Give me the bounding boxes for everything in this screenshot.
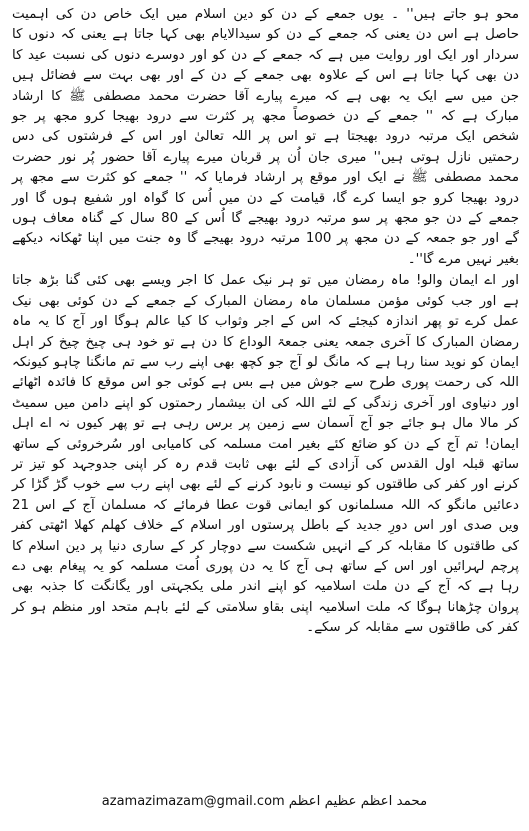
article-paragraph-1: محو ہو جاتے ہیں'' ۔ یوں جمعے کے دن کو دین اسلام میں ایک خاص دن کی اہمیت حاصل ہے اس دن یعنی کہ جمعے کے دن کو سیدالایام بھی کہا جاتا ہے یعنی کہ دنوں کا سردار اور ایک اور روایت میں ہے کہ جمعے کے دن کو اور دوسرے دنوں کی نسبت عید کا دن بھی کہا جاتا ہے اس کے علاوہ بھی جمعے کے دن کے اور بھی بہت سے فضائل ہیں جن میں سے ایک یہ بھی ہے کہ میرے پیارے آقا حضرت محمد مصطفی ﷺ کا ارشاد مبارک ہے کہ '' جمعے کے دن خصوصاً مجھ پر کثرت سے درود بھیجا کرو مجھ پر جو شخص ایک مرتبہ درود بھیجتا ہے تو اس پر اللہ تعالیٰ اور اس کے فرشتوں کی دس رحمتیں نازل ہوتی ہیں'' میری جان اُن پر قربان میرے پیارے آقا حضور پُر نور حضرت محمد مصطفی ﷺ نے ایک اور موقع پر ارشاد فرمایا کہ '' جمعے کو کثرت سے مجھ پر درود بھیجا کرو جو ایسا کرے گا، قیامت کے دن میں اُس کا گواہ اور شفیع ہوں گا اور جمعے کے دن جو مجھ پر سو مرتبہ درود بھیجے گا اُس کے 80 سال کے گناہ معاف ہوں گے اور جو جمعہ کے دن مجھ پر 100 مرتبہ درود بھیجے گا وہ جنت میں اپنا ٹھکانہ دیکھے بغیر نہیں مرے گا''۔ [12,7,519,267]
article-paragraph-2: اور اے ایمان والو! ماہ رمضان میں تو ہر نیک عمل کا اجر ویسے بھی کئی گنا بڑھ جاتا ہے اور جب کوئی مؤمن مسلمان ماہ رمضان المبارک کے جمعے کے دن کوئی بھی نیک عمل کرے تو پھر اندازہ کیجئے کہ اس کے اجر وثواب کا کیا عالم ہوگا اور آج کا یہ ماہ رمضان المبارک کا آخری جمعہ یعنی جمعۃ الوداع کا دن ہے تو خود ہی چیخ چیخ کر اہل ایمان کو نوید سنا رہا ہے کہ مانگ لو آج جو کچھ بھی اپنے رب سے تم مانگنا چاہو کیونکہ اللہ کی رحمت پوری طرح سے جوش میں ہے بس ہے کوئی جو اس موقع کا فائدہ اٹھائے اور دنیاوی اور آخری زندگی کے لئے اللہ کی ان بیشمار رحمتوں کو اپنے دامن میں سمیٹ کر مالا مال ہو جائے جو آج آسمان سے زمین پر برس رہی ہے تو پھر کیوں نہ اے اہل ایمان! تم آج کے دن کو ضائع کئے بغیر امت مسلمہ کی کامیابی اور سُرخروئی کے ساتھ ساتھ قبلہ اول القدس کی آزادی کے لئے بھی ثابت قدم رہ کر اپنی جدوجہد کو تیز تر کرنے اور کفر کی طاقتوں کو نیست و نابود کرنے کے لئے بھی اپنے رب سے خوب گڑ گڑا کر دعائیں مانگو کہ اللہ مسلمانوں کو ایمانی قوت عطا فرمائے کہ مسلمان آج کے اس 21 ویں صدی اور اس دورِ جدید کے باطل پرستوں اور اسلام کے خلاف کھلم کھلا اٹھتی کفر کی طاقتوں کا مقابلہ کر کے انہیں شکست سے دوچار کر کے ساری دنیا پر دین اسلام کا پرچم لہرائیں اور اس کے ساتھ ہی آج کا یہ دن پوری اُمت مسلمہ کو یہ پیغام بھی دے رہا ہے کہ آج کے دن ملت اسلامیہ کو اپنے اندر ملی یکجہتی اور یگانگت کا جذبہ بھی پروان چڑھانا ہوگا کہ ملت اسلامیہ اپنی بقاو سلامتی کے لئے باہم متحد اور منظم ہو کر کفر کی طاقتوں سے مقابلہ کر سکے۔ [12,273,519,636]
author-email: azamazimazam@gmail.com [101,793,285,809]
author-name: محمد اعظم عظیم اعظم [288,793,428,809]
author-signature [0,789,529,813]
